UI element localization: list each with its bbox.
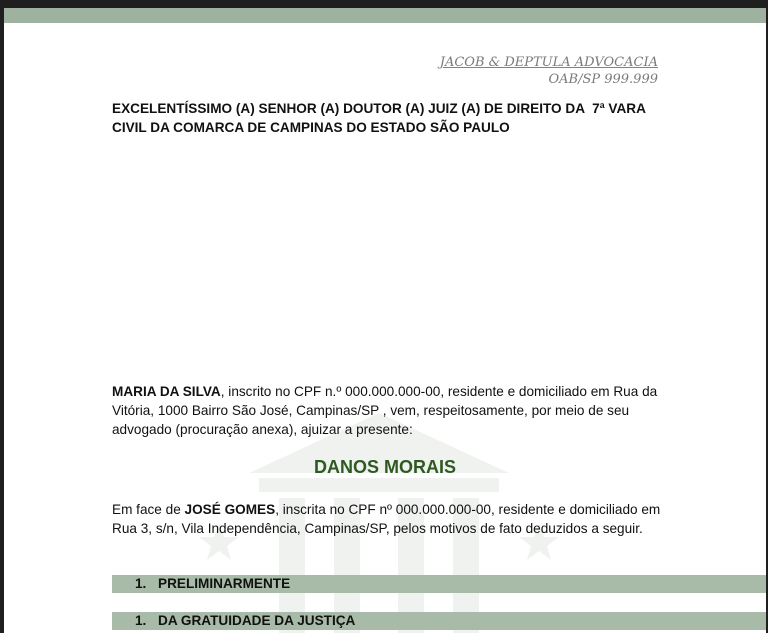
header-band bbox=[4, 8, 766, 23]
section-number: 1. bbox=[135, 576, 147, 591]
defendant-details: , inscrita no CPF nº 000.000.000-00, residente e domiciliado em Rua 3, s/n, Vila Independência, Campinas/SP, pelos motivos de fato deduzidos a seguir. bbox=[112, 502, 661, 536]
section-title: DA GRATUIDADE DA JUSTIÇA bbox=[158, 613, 356, 628]
plaintiff-name: MARIA DA SILVA bbox=[112, 384, 221, 399]
defendant-paragraph bbox=[112, 500, 672, 538]
firm-oab: OAB/SP 999.999 bbox=[548, 72, 658, 87]
firm-name: JACOB & DEPTULA ADVOCACIA bbox=[439, 55, 658, 70]
plaintiff-paragraph bbox=[112, 382, 672, 439]
addressee-line-1: EXCELENTÍSSIMO (A) SENHOR (A) DOUTOR (A) JUIZ (A) DE DIREITO DA 7ª VARA bbox=[112, 101, 646, 116]
section-title: PRELIMINARMENTE bbox=[158, 576, 291, 591]
document-page bbox=[4, 8, 766, 633]
action-title: DANOS MORAIS bbox=[313, 457, 456, 477]
plaintiff-details: , inscrito no CPF n.º 000.000.000-00, residente e domiciliado em Rua da Vitória, 1000 Bairro São José, Campinas/SP , vem, respeitosamente, por meio de seu advogado (procuração anexa), ajuizar a presente: bbox=[112, 384, 658, 437]
addressee-heading bbox=[112, 99, 672, 137]
section-number: 1. bbox=[135, 613, 147, 628]
section-heading-preliminarmente bbox=[112, 575, 766, 593]
addressee-line-2: CIVIL DA COMARCA DE CAMPINAS DO ESTADO SÃO PAULO bbox=[112, 120, 510, 135]
defendant-prefix: Em face de bbox=[112, 502, 185, 517]
section-heading-gratuidade bbox=[112, 612, 766, 630]
firm-header bbox=[440, 54, 658, 88]
defendant-name: JOSÉ GOMES bbox=[184, 502, 276, 517]
